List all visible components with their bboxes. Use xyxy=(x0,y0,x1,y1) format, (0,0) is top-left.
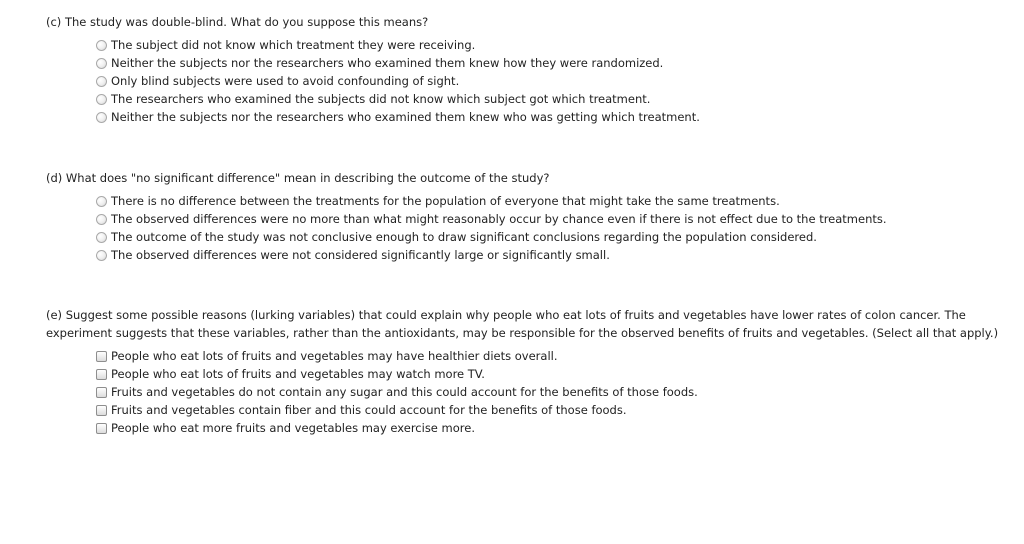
question-d-options xyxy=(96,192,1020,264)
question-e-option[interactable] xyxy=(96,347,1020,365)
option-label[interactable]: There is no difference between the treatments for the population of everyone that might take the same treatments. xyxy=(111,194,780,208)
question-e-text: (e) Suggest some possible reasons (lurking variables) that could explain why people who eat lots of fruits and vegetables have lower rates of colon cancer. The experiment suggests that these variables, rather than the antioxidants, may be responsible for the observed benefits of fruits and vegetables. (Select all that apply.) xyxy=(46,308,999,340)
checkbox[interactable] xyxy=(96,351,107,362)
radio-button[interactable] xyxy=(96,112,107,123)
option-label[interactable]: Fruits and vegetables do not contain any sugar and this could account for the benefits of those foods. xyxy=(111,385,698,399)
option-label[interactable]: The observed differences were no more than what might reasonably occur by chance even if there is not effect due to the treatments. xyxy=(111,212,887,226)
checkbox[interactable] xyxy=(96,369,107,380)
radio-button[interactable] xyxy=(96,196,107,207)
question-d xyxy=(46,169,1020,264)
radio-button[interactable] xyxy=(96,250,107,261)
radio-button[interactable] xyxy=(96,232,107,243)
option-label[interactable]: People who eat more fruits and vegetables may exercise more. xyxy=(111,421,475,435)
option-label[interactable]: Only blind subjects were used to avoid confounding of sight. xyxy=(111,74,460,88)
option-label[interactable]: Neither the subjects nor the researchers who examined them knew how they were randomized. xyxy=(111,56,664,70)
radio-button[interactable] xyxy=(96,94,107,105)
radio-button[interactable] xyxy=(96,58,107,69)
question-d-option[interactable] xyxy=(96,246,1020,264)
question-c xyxy=(46,13,1020,126)
option-label[interactable]: People who eat lots of fruits and vegetables may have healthier diets overall. xyxy=(111,349,558,363)
checkbox[interactable] xyxy=(96,423,107,434)
question-c-text: (c) The study was double-blind. What do you suppose this means? xyxy=(46,15,429,29)
option-label[interactable]: The subject did not know which treatment they were receiving. xyxy=(111,38,476,52)
question-e-options xyxy=(96,347,1020,437)
question-e-option[interactable] xyxy=(96,419,1020,437)
question-d-option[interactable] xyxy=(96,192,1020,210)
question-d-option[interactable] xyxy=(96,228,1020,246)
question-c-option[interactable] xyxy=(96,54,1020,72)
question-d-option[interactable] xyxy=(96,210,1020,228)
radio-button[interactable] xyxy=(96,76,107,87)
question-e-option[interactable] xyxy=(96,383,1020,401)
option-label[interactable]: People who eat lots of fruits and vegetables may watch more TV. xyxy=(111,367,485,381)
option-label[interactable]: The researchers who examined the subjects did not know which subject got which treatment. xyxy=(111,92,651,106)
checkbox[interactable] xyxy=(96,405,107,416)
option-label[interactable]: The outcome of the study was not conclusive enough to draw significant conclusions regarding the population considered. xyxy=(111,230,817,244)
question-c-option[interactable] xyxy=(96,36,1020,54)
question-c-option[interactable] xyxy=(96,90,1020,108)
option-label[interactable]: Fruits and vegetables contain fiber and this could account for the benefits of those foods. xyxy=(111,403,627,417)
question-e-option[interactable] xyxy=(96,365,1020,383)
radio-button[interactable] xyxy=(96,214,107,225)
checkbox[interactable] xyxy=(96,387,107,398)
radio-button[interactable] xyxy=(96,40,107,51)
option-label[interactable]: Neither the subjects nor the researchers who examined them knew who was getting which treatment. xyxy=(111,110,700,124)
option-label[interactable]: The observed differences were not considered significantly large or significantly small. xyxy=(111,248,610,262)
question-c-option[interactable] xyxy=(96,108,1020,126)
question-e xyxy=(46,306,1020,437)
question-c-option[interactable] xyxy=(96,72,1020,90)
question-e-option[interactable] xyxy=(96,401,1020,419)
question-c-options xyxy=(96,36,1020,126)
question-d-text: (d) What does "no significant difference" mean in describing the outcome of the study? xyxy=(46,171,550,185)
